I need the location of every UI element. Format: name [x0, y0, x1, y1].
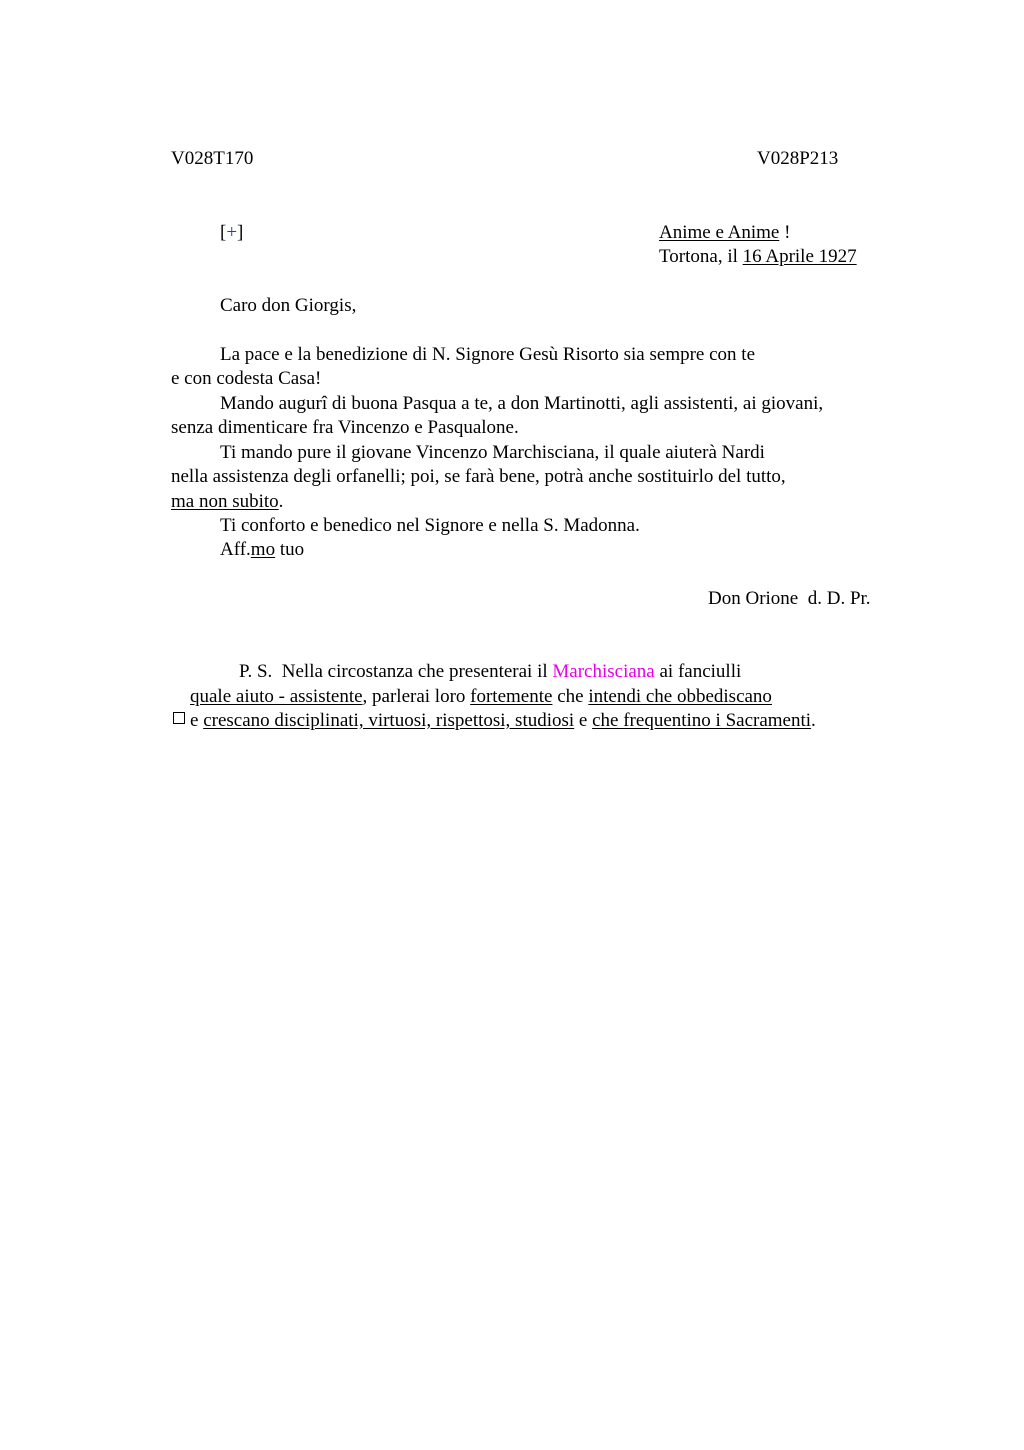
closing-tuo: tuo [275, 539, 305, 560]
paragraph-1-line-1: La pace e la benedizione di N. Signore Gesù Risorto sia sempre con te [220, 344, 755, 365]
cross-icon: + [226, 222, 238, 243]
motto-text: Anime e Anime [659, 222, 780, 243]
ps-text-3a: e [190, 710, 204, 731]
signature: Don Orione d. D. Pr. [708, 588, 871, 609]
code-right: V028P213 [757, 148, 839, 169]
paragraph-3-line-2: nella assistenza degli orfanelli; poi, se farà bene, potrà anche sostituirlo del tutto, [171, 466, 786, 487]
ps-text-b: ai fanciulli [654, 661, 742, 682]
salutation: Caro don Giorgis, [220, 295, 357, 316]
paragraph-3-end: . [278, 491, 284, 512]
ps-underline-3: intendi che obbediscano [588, 686, 772, 707]
paragraph-4: Ti conforto e benedico nel Signore e nella S. Madonna. [220, 515, 640, 536]
place-date [659, 245, 857, 269]
cross-open: [ [220, 222, 227, 243]
cross-close: ] [237, 222, 244, 243]
ps-text-2a: , parlerai loro [362, 686, 471, 707]
ps-underline-5: che frequentino i Sacramenti [592, 710, 812, 731]
closing-mo: mo [250, 539, 276, 560]
paragraph-2-line-1: Mando augurî di buona Pasqua a te, a don Martinotti, agli assistenti, ai giovani, [220, 393, 824, 414]
cross-mark [220, 221, 243, 245]
postscript-line-3 [171, 685, 816, 757]
letter-date: 16 Aprile 1927 [742, 246, 857, 267]
paragraph-1-line-2: e con codesta Casa! [171, 368, 322, 389]
ps-text-3b: e [574, 710, 593, 731]
paragraph-2-line-2: senza dimenticare fra Vincenzo e Pasqualone. [171, 417, 519, 438]
place-prefix: Tortona, il [659, 246, 743, 267]
ps-underline-4: crescano disciplinati, virtuosi, rispettosi, studiosi [203, 710, 575, 731]
closing [220, 538, 304, 562]
paragraph-3-line-3 [171, 490, 283, 514]
end-square-icon [173, 712, 185, 724]
code-left: V028T170 [171, 148, 254, 169]
motto-punct: ! [779, 222, 791, 243]
paragraph-3-line-1: Ti mando pure il giovane Vincenzo Marchisciana, il quale aiuterà Nardi [220, 442, 765, 463]
emphasis-not-yet: ma non subito [171, 491, 279, 512]
motto [659, 221, 790, 245]
ps-text-3c: . [811, 710, 816, 731]
ps-text-2b: che [552, 686, 589, 707]
ps-text-a: P. S. Nella circostanza che presenterai il [239, 661, 553, 682]
ps-underline-2: fortemente [470, 686, 553, 707]
closing-aff: Aff. [220, 539, 251, 560]
ps-underline-1: quale aiuto - assistente [190, 686, 363, 707]
ps-highlighted-name: Marchisciana [552, 661, 655, 682]
